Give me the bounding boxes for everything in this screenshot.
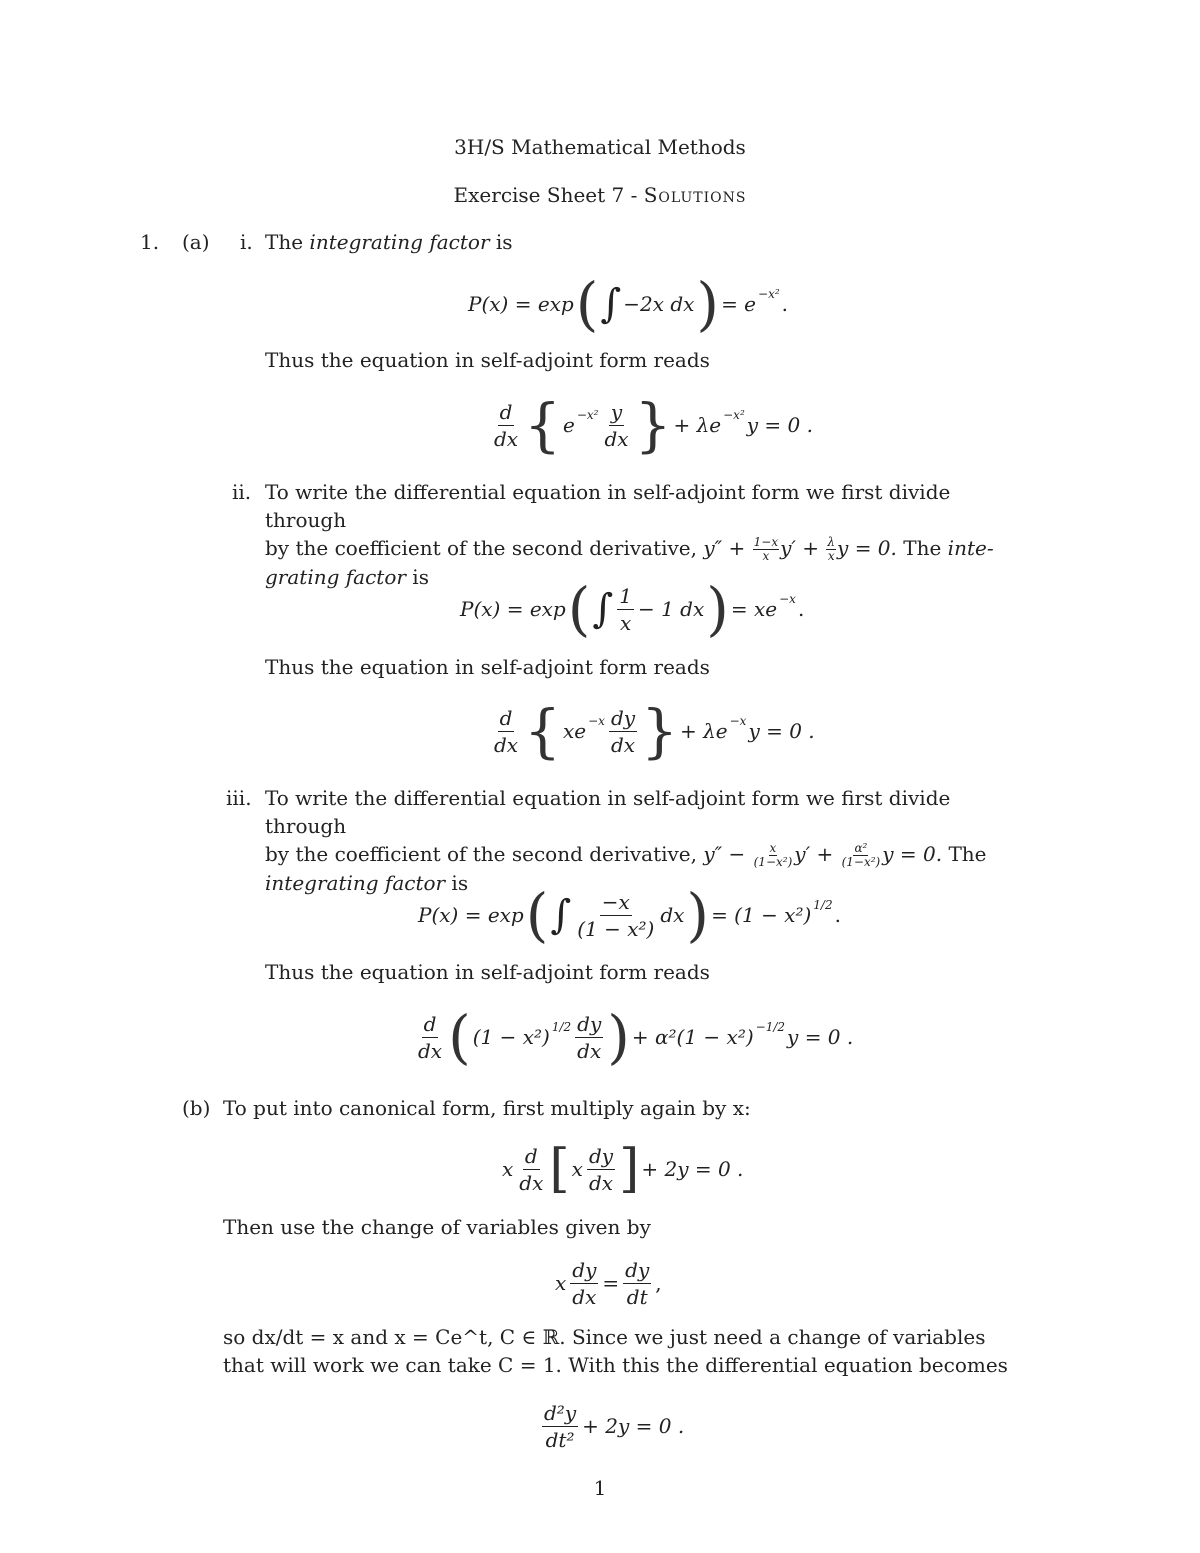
eq6-dx: dx <box>418 1038 443 1063</box>
item-iii-label: iii. <box>226 786 252 810</box>
integral-sign: ∫ <box>550 892 572 938</box>
left-paren: ( <box>567 575 591 643</box>
left-paren: ( <box>525 881 549 949</box>
eq8-x: x <box>555 1271 567 1295</box>
eq7-x2: x <box>571 1157 583 1181</box>
eq8-equals: = <box>602 1271 620 1295</box>
eq3-mid: − 1 dx <box>637 597 705 621</box>
eq8-dy2: dy <box>625 1257 650 1282</box>
iii-math-b: y′ + <box>794 842 834 866</box>
eq6-dydx <box>575 1013 603 1062</box>
eq2-d: d <box>499 399 513 424</box>
eq2-ddx <box>492 401 520 450</box>
eq4-ddx <box>492 707 520 756</box>
eq6-dy: dy <box>577 1011 602 1036</box>
iii-line2-pre: by the coefficient of the second derivative, <box>265 842 698 866</box>
eq9-frac <box>542 1402 578 1451</box>
item-ii-line-2 <box>265 534 1005 563</box>
equation-3 <box>460 575 805 643</box>
eq7-x: x <box>502 1157 514 1181</box>
equation-2 <box>490 392 813 458</box>
iii-line2-post: The <box>942 842 987 866</box>
so-line-1: so dx/dt = x and x = Ce^t, C ∈ ℝ. Since we just need a change of variables <box>223 1325 986 1349</box>
eq2-plus: + λe <box>673 413 722 437</box>
equation-1 <box>468 270 789 338</box>
eq5-lhs: P(x) = exp <box>418 903 524 927</box>
ii-math-a: y″ + <box>703 536 746 560</box>
ii-frac2-n: λ <box>827 535 836 550</box>
eq1-rhs-sup: −x² <box>758 287 780 301</box>
iii-frac1-d: (1−x²) <box>753 854 793 869</box>
equation-7 <box>502 1138 743 1200</box>
ii-line2-em: inte- <box>947 536 994 560</box>
eq1-end: . <box>781 292 789 316</box>
right-brace: } <box>641 697 678 765</box>
eq3-rhs: = xe <box>730 597 778 621</box>
eq9-n: d²y <box>544 1400 577 1425</box>
eq6-inner: (1 − x²) <box>472 1025 550 1049</box>
eq6-plus-sup: −1/2 <box>755 1020 786 1034</box>
left-bracket: [ <box>549 1139 570 1199</box>
iii-frac-2 <box>841 842 882 869</box>
left-paren: ( <box>575 270 599 338</box>
eq3-d: x <box>619 610 632 635</box>
item-i-em: integrating factor <box>309 230 490 254</box>
eq6-dx2: dx <box>577 1038 602 1063</box>
right-bracket: ] <box>619 1139 640 1199</box>
right-paren: ) <box>696 270 720 338</box>
iii-line3-em: integrating factor <box>265 870 446 895</box>
eq9-d: dt² <box>545 1427 575 1452</box>
eq1-lhs: P(x) = exp <box>468 292 574 316</box>
document-subtitle <box>0 185 1200 205</box>
eq5-mid: dx <box>660 903 685 927</box>
eq5-n: −x <box>601 889 630 914</box>
right-paren: ) <box>607 1003 630 1071</box>
left-paren: ( <box>448 1003 471 1071</box>
equation-9 <box>540 1396 684 1456</box>
eq7-dx2: dx <box>588 1170 614 1195</box>
eq4-plus: + λe <box>679 719 728 743</box>
item-i-post: is <box>489 230 513 254</box>
eq2-e-sup: −x² <box>576 408 599 422</box>
eq2-plus-sup: −x² <box>723 408 745 422</box>
eq8-dx: dx <box>572 1284 597 1309</box>
thus-text-2: Thus the equation in self-adjoint form reads <box>265 655 710 679</box>
iii-line3-post: is <box>445 870 469 895</box>
equation-4 <box>490 698 815 764</box>
eq7-dydx <box>587 1145 615 1194</box>
item-ii-paragraph <box>265 478 1005 591</box>
ii-line2-post: The <box>896 536 948 560</box>
document-title: 3H/S Mathematical Methods <box>454 135 746 159</box>
eq7-ddx <box>517 1145 545 1194</box>
eq4-dx2: dx <box>610 732 636 757</box>
ii-math-c: y = 0. <box>837 536 897 560</box>
eq7-dy: dy <box>588 1143 614 1168</box>
eq2-tail: y = 0 . <box>746 413 813 437</box>
eq2-dx: dx <box>494 426 519 451</box>
item-ii-label: ii. <box>232 480 252 504</box>
eq2-e: e <box>563 413 575 437</box>
iii-math-a: y″ − <box>703 842 746 866</box>
eq3-lhs: P(x) = exp <box>460 597 566 621</box>
eq8-dydx <box>570 1259 598 1308</box>
thus-text-3: Thus the equation in self-adjoint form reads <box>265 960 710 984</box>
item-iii-line-2 <box>265 840 1005 869</box>
eq5-d: (1 − x²) <box>577 916 655 941</box>
eq6-plus: + α²(1 − x²) <box>631 1025 754 1049</box>
question-1-label: 1. <box>140 230 160 254</box>
eq5-rhs-sup: 1/2 <box>813 898 833 912</box>
iii-frac2-n: α² <box>854 841 868 856</box>
thus-text-1: Thus the equation in self-adjoint form reads <box>265 348 710 372</box>
part-b-label: (b) <box>182 1096 211 1120</box>
item-ii-line-1: To write the differential equation in self-adjoint form we first divide through <box>265 480 951 532</box>
eq8-dydt <box>623 1259 651 1308</box>
ii-line3-em: grating factor <box>265 564 406 589</box>
subtitle-prefix: Exercise Sheet 7 - <box>453 183 644 207</box>
iii-math-c: y = 0. <box>882 842 943 866</box>
eq5-rhs: = (1 − x²) <box>711 903 812 927</box>
eq4-dx: dx <box>494 732 519 757</box>
part-a-label: (a) <box>182 230 210 254</box>
eq2-dx2: dx <box>604 426 629 451</box>
eq2-y: y <box>610 399 623 424</box>
iii-frac1-n: x <box>769 841 777 856</box>
so-paragraph <box>223 1323 1013 1379</box>
left-brace: { <box>524 391 561 459</box>
eq4-dy: dy <box>610 705 636 730</box>
eq3-n: 1 <box>619 583 632 608</box>
eq6-inner-sup: 1/2 <box>551 1020 572 1034</box>
right-paren: ) <box>686 881 710 949</box>
then-text: Then use the change of variables given by <box>223 1215 651 1239</box>
ii-math-b: y′ + <box>780 536 820 560</box>
eq6-tail: y = 0 . <box>787 1025 854 1049</box>
iii-frac2-d: (1−x²) <box>841 854 881 869</box>
iii-frac-1 <box>753 842 794 869</box>
so-line-2: that will work we can take C = 1. With this the differential equation becomes <box>223 1353 1008 1377</box>
subtitle-solutions: Solutions <box>643 183 747 207</box>
eq5-frac <box>575 891 656 940</box>
equation-6 <box>414 1004 853 1070</box>
ii-frac1-n: 1−x <box>753 535 779 550</box>
eq4-dydx <box>609 707 637 756</box>
ii-frac2-d: x <box>827 548 835 563</box>
eq8-end: , <box>655 1271 662 1295</box>
ii-line2-pre: by the coefficient of the second derivative, <box>265 536 698 560</box>
item-iii-line-1: To write the differential equation in self-adjoint form we first divide through <box>265 786 951 838</box>
item-iii-paragraph <box>265 784 1005 897</box>
right-brace: } <box>634 391 672 459</box>
eq9-tail: + 2y = 0 . <box>582 1414 685 1438</box>
eq5-end: . <box>834 903 841 927</box>
item-i-label: i. <box>240 230 253 254</box>
eq2-ydx <box>602 401 630 450</box>
eq7-dx: dx <box>519 1170 544 1195</box>
ii-frac-2 <box>826 536 836 563</box>
ii-line3-post: is <box>405 564 429 589</box>
eq3-frac <box>617 585 634 634</box>
ii-frac-1 <box>753 536 779 563</box>
eq6-d: d <box>423 1011 437 1036</box>
equation-8 <box>555 1255 662 1311</box>
eq7-d: d <box>524 1143 538 1168</box>
part-b-text: To put into canonical form, first multiply again by x: <box>223 1096 751 1120</box>
eq4-xe-sup: −x <box>588 714 605 728</box>
right-paren: ) <box>706 575 729 643</box>
eq1-body: −2x dx <box>623 292 695 316</box>
eq3-end: . <box>797 597 805 621</box>
eq8-dt: dt <box>626 1284 648 1309</box>
left-brace: { <box>524 697 561 765</box>
eq7-tail: + 2y = 0 . <box>641 1157 744 1181</box>
page-number: 1 <box>593 1476 607 1500</box>
eq6-ddx <box>416 1013 444 1062</box>
item-i-text <box>265 232 513 252</box>
integral-sign: ∫ <box>592 586 614 632</box>
eq4-d: d <box>499 705 513 730</box>
eq1-rhs: = e <box>721 292 757 316</box>
eq8-dy: dy <box>572 1257 597 1282</box>
eq4-plus-sup: −x <box>729 714 747 728</box>
integral-sign: ∫ <box>600 281 622 327</box>
eq3-rhs-sup: −x <box>779 592 796 606</box>
eq4-xe: xe <box>563 719 587 743</box>
eq4-tail: y = 0 . <box>748 719 815 743</box>
item-i-pre: The <box>265 230 310 254</box>
ii-frac1-d: x <box>762 548 770 563</box>
